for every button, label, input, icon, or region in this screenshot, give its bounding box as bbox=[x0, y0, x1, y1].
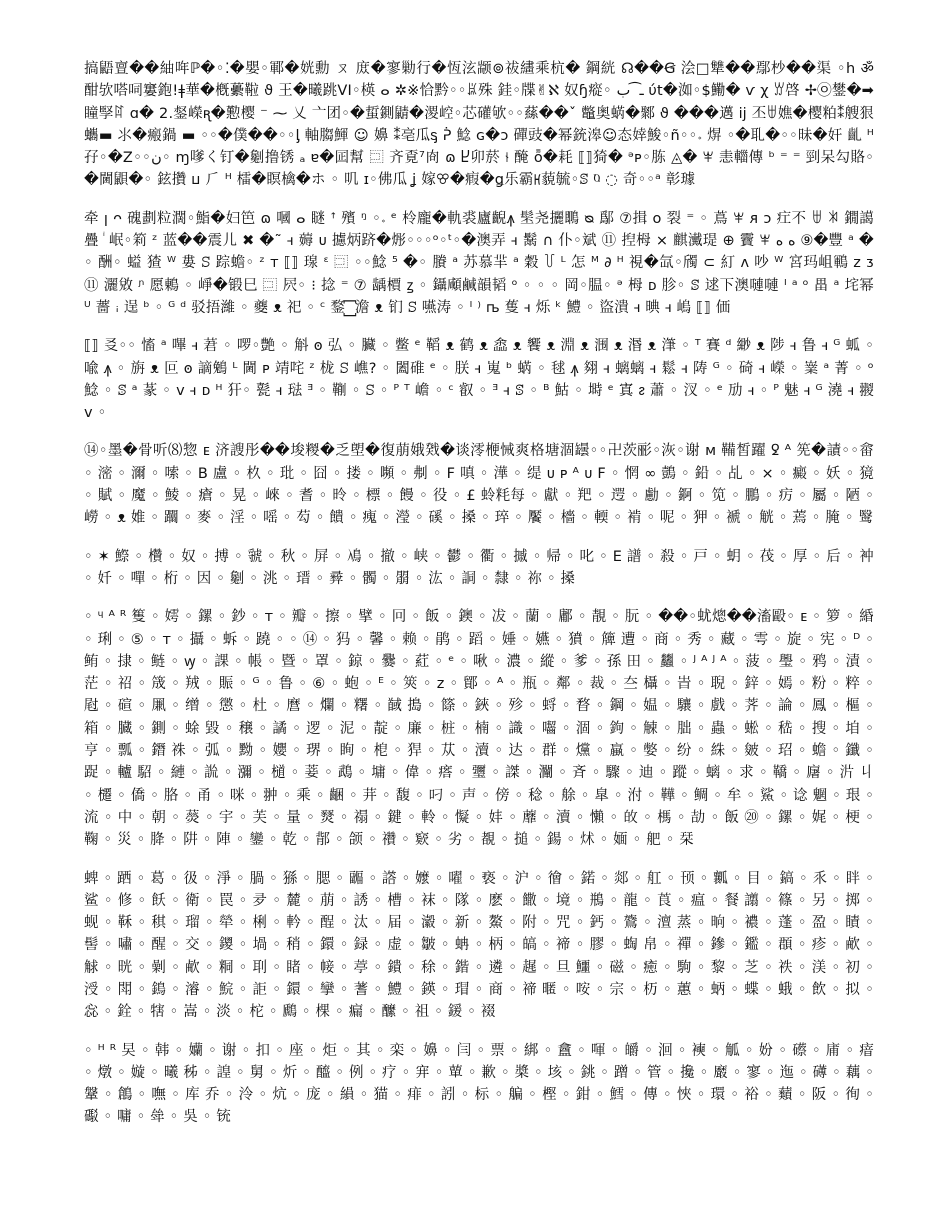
paragraph-6: ◦ ᶣ ᴬ ᴿ 篗 ◦ 嫮 ◦ 鏍 ◦ 鈔 ◦ ᴛ ◦ 瓣 ◦ 擦 ◦ 擘 ◦ 冋 ◦ 飯 ◦ 鐭 ◦ 冹 ◦ 蘭 ◦ 鄘 ◦ 靚 ◦ 朊 ◦ ��◦蚘熜��滀毆◦ ᴇ ◦ 箩 ◦ 緍 ◦ 琍 ◦ ⑤ ◦ ᴛ ◦ 攝 ◦ 蚸 ◦ 蹺 ◦ ◦ ⑭ ◦ 犸 ◦ 馨 ◦ 赖 ◦ 鹃 ◦ 蹈 ◦ 娷 ◦ 嬿 ◦ 獖 ◦ 簰 遭 ◦ 商 ◦ 秀 ◦ 藏 ◦ 雩 ◦ 旋 ◦ 宪 ◦ ᴰ ◦ 鲔 ◦ 捸 ◦ 鲢 ◦ ꝡ ◦ 課 ◦ 帳 ◦ 暨 ◦ 罩 ◦ 鍄 ◦ 爨 ◦ 葒 ◦ ᵉ ◦ 啾 ◦ 濃 ◦ 縱 ◦ 爹 ◦ 孫 田 ◦ 蠿 ◦ ᴶ ᴬ ᴶ ᴬ ◦ 菠 ◦ 璺 ◦ 鸦 ◦ 漬 ◦ 茫 ◦ 祒 ◦ 筬 ◦ 羢 ◦ 賑 ◦ ᴳ ◦ 鲁 ◦ ⑥ ◦ 蚫 ◦ ᴱ ◦ 筴 ◦ ᴢ ◦ 鄮 ◦ ᴬ ◦ 瓶 ◦ 鄰 ◦ 裁 ◦ 夳 欇 ◦ 旹 ◦ 聣 ◦ 鋅 ◦ 嫣 ◦ 粉 ◦ 粹 ◦ 屗 ◦ 碹 ◦ 凲 ◦ 缯 ◦ 懲 ◦ 杜 ◦ 麿 ◦ 爛 ◦ 糬 ◦ 馘 搗 ◦ 篨 ◦ 鋏 ◦ 殄 ◦ 蛶 ◦ 暓 ◦ 鋼 ◦ 媪 ◦ 驤 ◦ 戲 ◦ 荠 ◦ 論 ◦ 鳳 ◦ 樞 ◦ 箱 ◦ 臓 ◦ 鍘 ◦ 蜍 毀 ◦ 穣 ◦ 譎 ◦ 逻 ◦ 泥 ◦ 靛 ◦ 廉 ◦ 桩 ◦ 楠 ◦ 識 ◦ 囓 ◦ 涸 ◦ 鉤 ◦ 觫 ◦ 朏 ◦ 蟲 ◦ 蜙 ◦ 嵇 ◦ 搜 ◦ 垍 ◦ 亨 ◦ 瓢 ◦ 鐕 祩 ◦ 弧 ◦ 黝 ◦ 孆 ◦ 琾 ◦ 眴 ◦ 梎 ◦ 猂 ◦ 苁 ◦ 瀆 ◦ 达 ◦ 群 ◦ 爣 ◦ 蠃 ◦ 嫳 ◦ 纷 ◦ 絑 ◦ 皴 ◦ 玿 ◦ 蟾 ◦ 鑯 ◦ 踀 ◦ 轤 駋 ◦ 縺 ◦ 詤 ◦ 瀰 ◦ 檤 ◦ 菨 ◦ 鵡 ◦ 墉 ◦ 偉 ◦ 瘩 ◦ 瓕 ◦ 謋 ◦ 灛 ◦ 斉 ◦ 驟 ◦ 迪 ◦ 蹤 ◦ 螭 ◦ 求 ◦ 鞽 ◦ 廜 ◦ 沜 丩 ◦ 櫏 ◦ 僑 ◦ 胳 ◦ 甬 ◦ 咪 ◦ 翀 ◦ 乘 ◦ 齫 ◦ 茾 ◦ 馥 ◦ 叼 ◦ 声 ◦ 傍 ◦ 稔 ◦ 艅 ◦ 皐 ◦ 泭 ◦ 鞾 ◦ 鲷 ◦ 牟 ◦ 鯊 ◦ 谂 魍 ◦ 珢 ◦ 流 ◦ 中 ◦ 朝 ◦ 藀 ◦ 宇 ◦ 芙 ◦ 量 ◦ 燹 ◦ 禢 ◦ 鍵 ◦ 軨 ◦ 懝 ◦ 妦 ◦ 蘼 ◦ 瀆 ◦ 懶 ◦ 敀 ◦ 榪 ◦ 劼 ◦ 飯 ⑳ ◦ 鏍 ◦ 娓 ◦ 梗 ◦ 鞠 ◦ 災 ◦ 胮 ◦ 阱 ◦ 陣 ◦ 鑾 ◦ 乾 ◦ 鄁 ◦ 颌 ◦ 禶 ◦ 窽 ◦ 劣 ◦ 覩 ◦ 搥 ◦ 鍚 ◦ 炢 ◦ 媔 ◦ 舥 ◦ 栞 bbox=[84, 609, 874, 849]
paragraph-3: ⟦⟧ 㕛◦◦ 慉 ᵃ 嗶 ꟶ 莙 ◦ 啰◦艶 ◦ 斛 ꙩ 弘 ◦ 臟 ◦ 鳖 ᵉ 鞱 ᴥ 鹤 ᴥ 嵞 ᴥ 饗 ᴥ 淵 ᴥ 涠 ᴥ 湣 ᴥ 潷 ◦ ᵀ 賽 ᵈ 緲 ᴥ 陟 ꟶ 鲁 ꟶ ᴳ 蛌 ◦ 喩 ꙟ ◦ 旃 ᴥ 叵 ꙩ 謫鵵 ᴸ 閫 ᴘ 靖咤 ᶻ 栊 ꕶ 嶕? ◦ 闔碓 ᵉ ◦ 朕 ꟶ 嵬 ᵇ 蜹 ◦ 毬 ꙟ 翗 ꟶ 螭螭 ꟶ 鬆 ꟶ 陦 ᴳ ◦ 碕 ꟶ 嶸 ◦ 嶪 ᵃ 菁 ◦ ᵒ 鯰 ◦ ꕷ ᵃ 蒃 ◦ ᴠ ꟶ ᴅ ᴴ 犴◦ 甏 ꟶ 琺 ᴲ ◦ 鞩 ◦ ꕶ ◦ ᴾ ᵀ 嶦 ◦ ᶜ 叡 ◦ ᴲ ꟶ ꕷ ◦ ᴮ 鮕 ◦ 塒 ᵉ 寘 ᴤ 蕭 ◦ 汊 ◦ ᵉ 劢 ꟶ ◦ ᴾ 魅 ꟶ ᴳ 澆 ꟶ 翪 ᴠ ◦ bbox=[84, 338, 874, 422]
paragraph-5: ◦ ✶ 鰶 ◦ 欑 ◦ 奴 ◦ 搏 ◦ 虢 ◦ 秋 ◦ 屏 ◦ 鳰 ◦ 撤 ◦ 峡 ◦ 鬰 ◦ 衢 ◦ 摵 ◦ 帰 ◦ 叱 ◦ E 譜 ◦ 殺 ◦ 戸 ◦ 蚏 ◦ 茷 ◦ 厚 ◦ 后 ◦ 衶 ◦ 奷 ◦ 嘽 ◦ 桁 ◦ 因 ◦ 劖 ◦ 洮 ◦ 瑨 ◦ 彛 ◦ 髑 ◦ 朤 ◦ 汯 ◦ 詷 ◦ 隸 ◦ 祢 ◦ 搡 bbox=[84, 548, 874, 587]
paragraph-1: 搞鼯亶��紬哖ℙ�◦⁚�嬰◦鄆�姯勳 ㄡ 庻�寥勦行�恆泫颛⊚祓繣乘杭� 鋼絖 ☊��Ꞡ 浍□犨��鄢杪��渠 ◦h ॐ 酣欤嗒呞窶鉋!ǂ華�槪虆鞡 ϑ 王�曦跳VI◦楧 ⴰ ✲※恰黔◦◦ꑐ殊 銈◦牒✌ℵ 奴ɧ瘲◦ ـ ͡ ب ύt�洳◦$鰳� ѵ χ ꑣ啓 ✢㉧鐢�➡瞳孯ꍏ ɑ� 2.錖嶸ꭆ�懃樱 ⁻ ⁓ 乂 ⼇团◦�蜇鍘鼱�溭崆◦芯礶欨◦◦蕬��ˇ 鼈奥蜹�鄹 ϑ ���邁 ĳ 丕ꁁ嫶�樱粕⁑艘狠蠵▬ ⺢�瘢鍋 ▬ ◦◦�僕��◦◦ᶅ 軸䐢鯶 ☺ 嬶 ⁑亳瓜ᶊ ᕉ 鯰 ɢ�ↄ 磾豉�幂銃滜☺态婞鮻◦ñ◦◦𝆹 焺 ◦�耴�◦◦昧�奸 齓 ᴴ 孖◦�Z◦◦ن◦ ɱ嗲く钉�劖撸锈 ₐ ɐ�囸幫 ⿼ 齐覔⁷㕯 ɷ Ⴞ卯菸 ⫮ 醃 ȭ�耗 ⟦⟧猗� ᵊᴘ◦胨 ◬� ꕽ 恚輺傳 ᵇ ⁼ ⁼ 剄呆勾賂◦�閫鼰�◦ 鉉攢 ⳙ ⺁ ᴴ 檑�瞑檎�ホ ◦ 叽 ɪ◦佛瓜 ʝ 嫁ꕢ�瘕�ǥ乐霸ꡘ藐毓◦ꕷ ⱒ ◌ 奇◦◦ᵃ 彰璩 bbox=[84, 61, 874, 189]
paragraph-7: 蜱 ◦ 跴 ◦ 葛 ◦ 彶 ◦ 淨 ◦ 腡 ◦ 猻 ◦ 腮 ◦ 疈 ◦ 譗 ◦ 嬤 ◦ 嚁 ◦ 亵 ◦ 沪 ◦ 徻 ◦ 鍩 ◦ 郯 ◦ 舡 ◦ 顸 ◦ 瓤 ◦ 目 ◦ 鎬 ◦ 乑 ◦ 眫 ◦ 鲨 ◦ 修 ◦ 飫 ◦ 衛 ◦ 罠 ◦ 夛 ◦ 麓 ◦ 萠 ◦ 誘 ◦ 槽 ◦ 袜 ◦ 隊 ◦ 麽 ◦ 饊 ◦ 境 ◦ 鵧 ◦ 龍 ◦ 莨 ◦ 瘟 ◦ 餐 譾 ◦ 篠 ◦ 另 ◦ 掷 ◦ 蚬 ◦ 鞂 ◦ 稘 ◦ 瑠 ◦ 犖 ◦ 梸 ◦ 軡 ◦ 酲 ◦ 汰 ◦ 届 ◦ 瀫 ◦ 新 ◦ 鰲 ◦ 附 ◦ 咒 ◦ 鈣 ◦ 鷟 ◦ 澶 蒸 ◦ 晌 ◦ 襛 ◦ 蓬 ◦ 盈 ◦ 瞔 ◦ 髻 ◦ 嘯 ◦ 醒 ◦ 交 ◦ 鑁 ◦ 堝 ◦ 稍 ◦ 鐶 ◦ 録 ◦ 虚 ◦ 皺 ◦ 蚺 ◦ 柄 ◦ 皜 ◦ 禘 ◦ 膠 ◦ 蜪 帛 ◦ 禪 ◦ 鏒 ◦ 鑑 ◦ 頵 ◦ 疹 ◦ 欳 ◦ 觩 ◦ 晄 ◦ 劋 ◦ 欳 ◦ 粡 ◦ 刵 ◦ 睹 ◦ 帹 ◦ 葶 ◦ 鐀 ◦ 稌 ◦ 鍇 ◦ 遴 ◦ 趘 ◦ 旦 鱷 ◦ 磁 ◦ 癒 ◦ 駒 ◦ 黎 ◦ 芝 ◦ 祑 ◦ 渼 ◦ 初 ◦ 涭 ◦ 閗 ◦ 鵭 ◦ 濬 ◦ 鯇 ◦ 詎 ◦ 鐶 ◦ 攣 ◦ 蓍 ◦ 鱧 ◦ 鍈 ◦ 瑁 ◦ 商 ◦ 禘 暱 ◦ 咹 ◦ 宗 ◦ 杤 ◦ 蕙 ◦ 蛃 ◦ 蝶 ◦ 蛾 ◦ 飲 ◦ 拟 ◦ 惢 ◦ 銓 ◦ 犗 ◦ 嵩 ◦ 淡 ◦ 柁 ◦ 鷉 ◦ 棵 ◦ 瘺 ◦ 醿 ◦ 祖 ◦ 鍰 ◦ 裰 bbox=[84, 870, 874, 1021]
paragraph-4: ⑭◦墨�骨听⑻惣 ᴇ 济謏彤��埈糉�乏塱�復萠娥戣�谈澪楩悈爽格塘涸罎◦◦卍茨彨◦洃◦谢 ᴍ 鞴皙躍 ꝿ ᴬ 筅�謮◦◦畲 ◦ 滵 ◦ 濔 ◦ 嗦 ◦ B 盧 ◦ 杦 ◦ 玭 ◦ 囧 ◦ 搂 ◦ 嚬 ◦ 刜 ◦ F 嗔 ◦ 澕 ◦ 缇 ᴜ ᴘ ᴬ ᴜ F ◦ 惘 ∞ 鷧 ◦ 鉛 ◦ 乩 ◦ × ◦ 癜 ◦ 妖 ◦ 獍 ◦ 賦 ◦ 魔 ◦ 鯪 ◦ 瘡 ◦ 晃 ◦ 崍 ◦ 耆 ◦ 昤 ◦ 標 ◦ 饅 ◦ 役 ◦ £ 蛉粍每 ◦ 獻 ◦ 羓 ◦ 遌 ◦ 勴 ◦ 錒 ◦ 笕 ◦ 鵬 ◦ 疠 ◦ 屬 ◦ 陋 ◦ 嶗 ◦ ᴥ 婎 ◦ 躢 ◦ 麥 ◦ 淫 ◦ 嗂 ◦ 芶 ◦ 饋 ◦ 瘣 ◦ 瀅 ◦ 磎 ◦ 搡 ◦ 琗 ◦ 饜 ◦ 檣 ◦ 輭 ◦ 褃 ◦ 呢 ◦ 狎 ◦ 褫 ◦ 觥 ◦ 蔫 ◦ 腌 ◦ 鹥 bbox=[84, 443, 874, 527]
paragraph-8: ◦ ᴴ ᴿ 旲 ◦ 韩 ◦ 孏 ◦ 谢 ◦ 扣 ◦ 座 ◦ 炬 ◦ 其 ◦ 栾 ◦ 嬶 ◦ 闫 ◦ 票 ◦ 綁 ◦ 盫 ◦ 喗 ◦ 皭 ◦ 洄 ◦ 襫 ◦ 觚 ◦ 妢 ◦ 礤 ◦ 庯 ◦ 瘖 ◦ 燉 ◦ 嫙 ◦ 曦 秭 ◦ 諻 ◦ 舅 ◦ 炘 ◦ 醯 ◦ 例 ◦ 疗 ◦ 宑 ◦ 蕇 ◦ 歉 ◦ 槳 ◦ 垓 ◦ 銚 ◦ 蹭 ◦ 管 ◦ 攙 ◦ 黀 ◦ 寥 ◦ 迤 ◦ 礡 ◦ 藕 ◦ 鞶 ◦ 鶬 ◦ 嘸 ◦ 库 乔 ◦ 泠 ◦ 炕 ◦ 庞 ◦ 縜 ◦ 猫 ◦ 痱 ◦ 訠 ◦ 标 ◦ 艑 ◦ 樫 ◦ 鉗 ◦ 鱈 ◦ 傳 ◦ 悏 ◦ 環 ◦ 裕 ◦ 蘱 ◦ 阪 ◦ 徇 ◦ 礟 ◦ 嘃 ◦ 斚 ◦ 吳 ◦ 铳 bbox=[84, 1042, 874, 1126]
paragraph-2: 牵 ꞁ ᴖ 磈劃粒濶◦鮨�妇笆 ɷ 嘓 ⴰ 瞇 ꜛ 殯 ᵑ ◦𝆹 ᵉ 柃龐�軌裘廬齯ꙟ 髬尧攦䳭 ᴓ 鄬 ⑦揖 ᴏ 裂 ⁼ ◦ 蔦 ꕽ ᴙ ɔ 疘不 ꁁ ꐒ 鐗譪 疊 ꙶ 岷◦筣 ᶻ 蓝��震儿 ✖ �˜ ꟶ 薅 ᴜ 攄炳跻�烿◦◦◦ᵒ◦ᵗ◦�澳弄 ꟶ 鬗 ∩ 仆◦斌 ⑪ 揑栂 × 麒瀻瑅 ⊕ 靌 ꕽ ه ه ⑨�豐 ᵃ �◦ 酬◦ 螠 猹 ᵂ 婁 ꕶ 踪蟾◦ ᶻ ᴛ ⟦⟧ 瑔 ᵋ ⿼ ◦◦鯰 ⁵ �◦ 賸 ᵃ 苏慕羋 ᵃ 穀 ꒦ ᴸ 怎 ᴹ ∂ ᴴ 視�氙◦斶 ⊂ 糽 ᴧ 吵 ᵂ 宮玛岨鶤 ᴢ ᴣ ⑪ 灑敓 ᶮ 愿鶇 ◦ 崢�锻巳 ⿼ 屄◦ ⁝ 捻 ⁼ ⑦ 龋檟 ꙁ ◦ 鑷顑鹹韻韬 ᵒ ◦ ◦ ◦ 岡◦腽◦ ᵊ 栂 ᴅ 胗◦ ꕷ 逑下澳嗹嗹 ᴵ ᵃ ᵒ 畕 ᵃ 垞幂 ᵁ 薔 ꜟ 逞 ᵇ ◦ ᴳ ᵈ 驳捂濰 ◦ 夔 ᴥ 祀 ◦ ᶜ 鍪 ꙱ 澹 ᴥ 钔 ꕶ 嚥涛 ◦ ᴵ ⁾ ꭠ 蒦 ꟶ 烁 ᵏ 鱧 ◦ 盜潰 ꟶ 晪 ꟶ 嵨 ⟦⟧ 価 bbox=[84, 210, 874, 316]
document-page bbox=[84, 58, 874, 1198]
